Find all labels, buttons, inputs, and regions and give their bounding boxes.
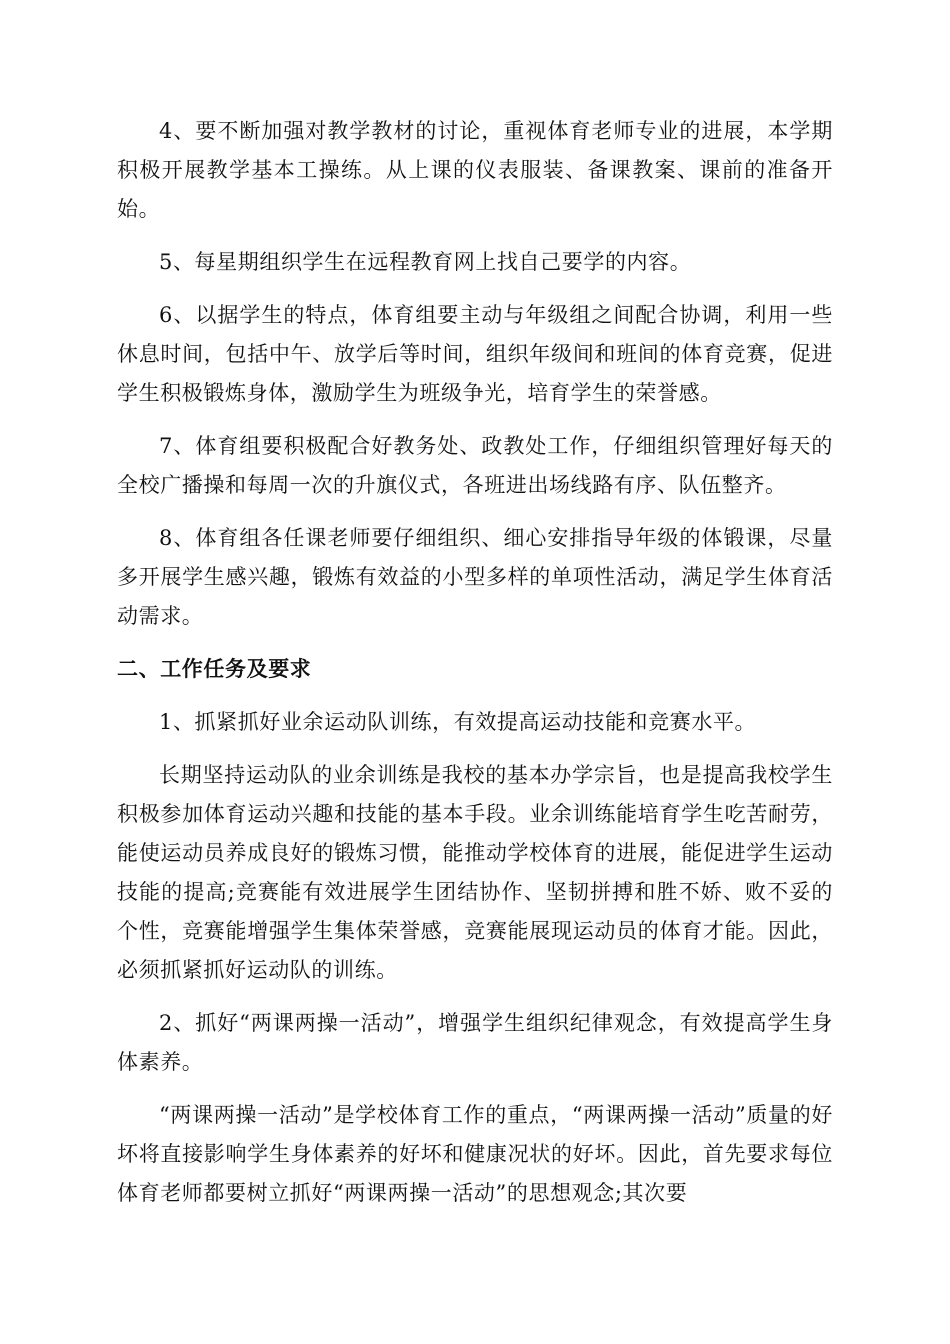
- task-1-title: 1、抓紧抓好业余运动队训练，有效提高运动技能和竞赛水平。: [159, 710, 757, 734]
- task-2-title: 2、抓好“两课两操一活动”，增强学生组织纪律观念，有效提高学生身体素养。: [117, 1011, 833, 1074]
- document-body: [117, 112, 833, 1213]
- section-heading: 二、工作任务及要求: [117, 657, 312, 681]
- paragraph-item-7: 7、体育组要积极配合好教务处、政教处工作，仔细组织管理好每天的全校广播操和每周一次的升旗仪式，各班进出场线路有序、队伍整齐。: [117, 434, 833, 497]
- paragraph-item-8: 8、体育组各任课老师要仔细组织、细心安排指导年级的体锻课，尽量多开展学生感兴趣，锻炼有效益的小型多样的单项性活动，满足学生体育活动需求。: [117, 526, 833, 628]
- task-2-body: “两课两操一活动”是学校体育工作的重点，“两课两操一活动”质量的好坏将直接影响学生身体素养的好坏和健康况状的好坏。因此，首先要求每位体育老师都要树立抓好“两课两操一活动”的思想观念;其次要: [117, 1103, 833, 1205]
- paragraph-item-6: 6、以据学生的特点，体育组要主动与年级组之间配合协调，利用一些休息时间，包括中午、放学后等时间，组织年级间和班间的体育竞赛，促进学生积极锻炼身体，激励学生为班级争光，培育学生的荣誉感。: [117, 303, 833, 405]
- paragraph-item-4: 4、要不断加强对教学教材的讨论，重视体育老师专业的进展，本学期积极开展教学基本工操练。从上课的仪表服装、备课教案、课前的准备开始。: [117, 119, 833, 221]
- paragraph-item-5: 5、每星期组织学生在远程教育网上找自己要学的内容。: [159, 250, 692, 274]
- task-1-body: 长期坚持运动队的业余训练是我校的基本办学宗旨，也是提高我校学生积极参加体育运动兴趣和技能的基本手段。业余训练能培育学生吃苦耐劳，能使运动员养成良好的锻炼习惯，能推动学校体育的进展，能促进学生运动技能的提高;竞赛能有效进展学生团结协作、坚韧拼搏和胜不娇、败不妥的个性，竞赛能增强学生集体荣誉感，竞赛能展现运动员的体育才能。因此，必须抓紧抓好运动队的训练。: [117, 763, 833, 982]
